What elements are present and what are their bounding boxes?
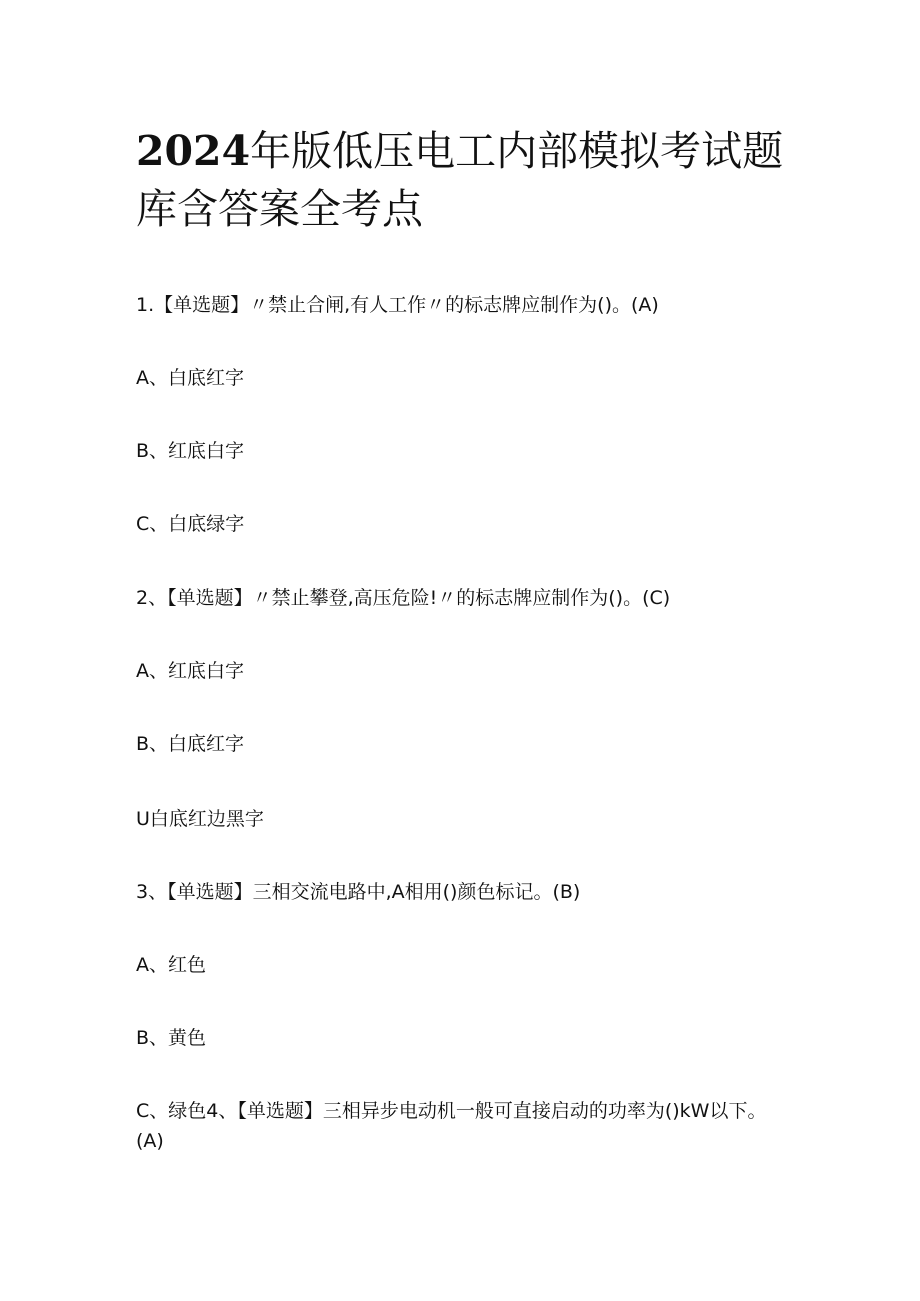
question-1: 1.【单选题】〃禁止合闸,有人工作〃的标志牌应制作为()。(A) xyxy=(136,294,659,316)
document-title xyxy=(136,122,796,238)
question-2-option-a: A、红底白字 xyxy=(136,660,244,682)
question-2-option-c: U白底红边黑字 xyxy=(136,808,264,830)
question-2: 2、【单选题】〃禁止攀登,高压危险!〃的标志牌应制作为()。(C) xyxy=(136,587,671,609)
question-1-option-c: C、白底绿字 xyxy=(136,513,245,535)
question-3-option-b: B、黄色 xyxy=(136,1027,207,1049)
question-1-option-a: A、白底红字 xyxy=(136,367,244,389)
question-3-option-c-and-question-4: C、绿色4、【单选题】三相异步电动机一般可直接启动的功率为()kW以下。(A) xyxy=(136,1100,767,1152)
title-year: 2024 xyxy=(136,127,251,175)
title-text: 年版低压电工内部模拟考试题库含答案全考点 xyxy=(136,127,784,233)
question-3: 3、【单选题】三相交流电路中,A相用()颜色标记。(B) xyxy=(136,881,581,903)
question-3-option-a: A、红色 xyxy=(136,954,206,976)
question-2-option-b: B、白底红字 xyxy=(136,733,245,755)
question-1-option-b: B、红底白字 xyxy=(136,440,245,462)
